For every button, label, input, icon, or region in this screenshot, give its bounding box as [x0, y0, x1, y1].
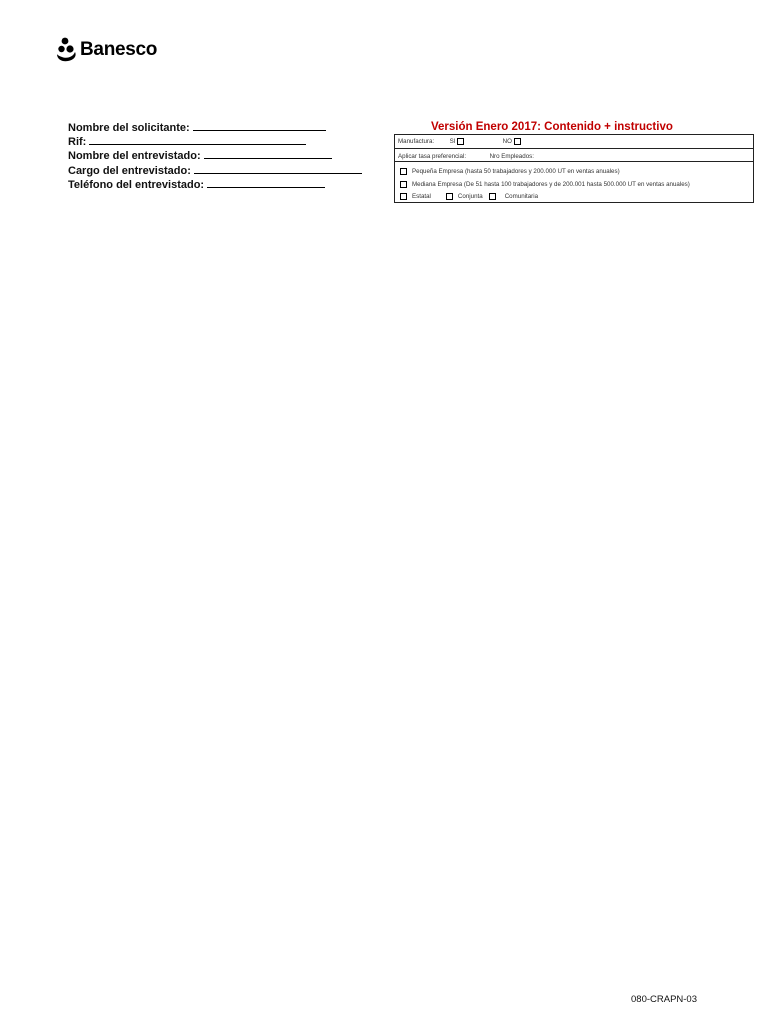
field-line[interactable] [207, 178, 325, 188]
option-type-row: Estatal Conjunta Comunitaria [400, 193, 538, 200]
field-telefono-entrevistado [68, 178, 362, 192]
field-label: Teléfono del entrevistado: [68, 178, 205, 191]
field-label: Nombre del entrevistado: [68, 150, 201, 163]
field-cargo-entrevistado [68, 164, 362, 178]
banesco-logo-icon [55, 37, 79, 63]
divider [395, 148, 753, 149]
manufactura-row: Manufactura: SI NO [398, 138, 526, 145]
field-line[interactable] [89, 135, 306, 145]
no-checkbox[interactable] [514, 138, 521, 145]
option-pequena[interactable]: Pequeña Empresa (hasta 50 trabajadores y 200.000 UT en ventas anuales) [400, 168, 620, 175]
version-title: Versión Enero 2017: Contenido + instructivo [431, 121, 673, 133]
comunitaria-checkbox[interactable] [489, 193, 496, 200]
field-label: Rif: [68, 136, 87, 149]
company-size-box [394, 161, 754, 203]
company-info-box [394, 134, 754, 162]
logo-text: Banesco [80, 39, 158, 60]
banesco-logo [55, 37, 157, 63]
pequena-checkbox[interactable] [400, 168, 407, 175]
empleados-label: Nro Empleados: [489, 153, 534, 160]
field-line[interactable] [194, 164, 362, 174]
conjunta-checkbox[interactable] [446, 193, 453, 200]
document-code: 080-CRAPN-03 [631, 994, 697, 1005]
field-label: Cargo del entrevistado: [68, 164, 191, 177]
estatal-checkbox[interactable] [400, 193, 407, 200]
field-line[interactable] [193, 121, 326, 131]
field-label: Nombre del solicitante: [68, 122, 190, 134]
field-nombre-solicitante [68, 121, 362, 135]
applicant-fields [68, 121, 362, 192]
si-checkbox[interactable] [457, 138, 464, 145]
tasa-row: Aplicar tasa preferencial: Nro Empleados: [398, 153, 534, 160]
field-line[interactable] [204, 149, 332, 159]
field-rif [68, 135, 362, 149]
option-mediana[interactable]: Mediana Empresa (De 51 hasta 100 trabajadores y de 200.001 hasta 500.000 UT en ventas anuales) [400, 181, 690, 188]
mediana-checkbox[interactable] [400, 181, 407, 188]
field-nombre-entrevistado [68, 149, 362, 163]
